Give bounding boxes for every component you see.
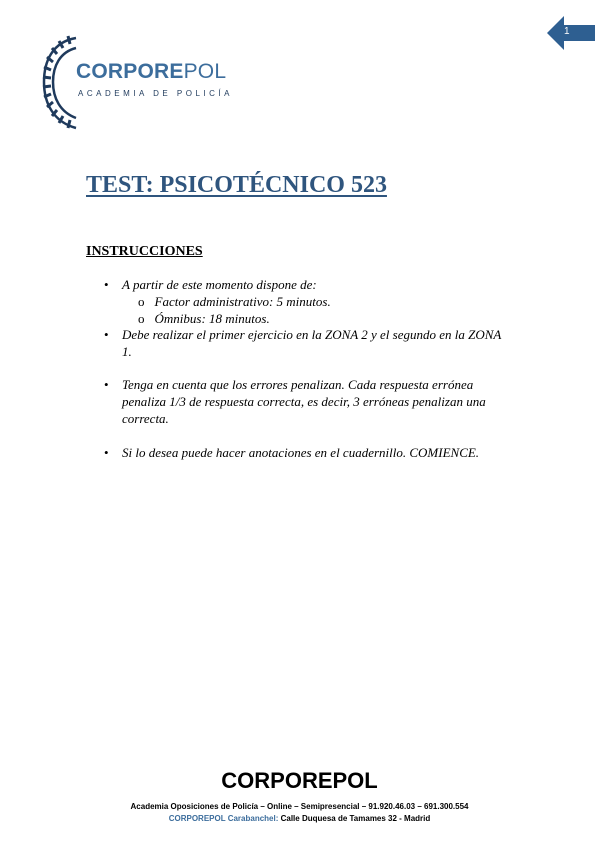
bullet: • [104, 327, 109, 342]
bullet: • [104, 445, 109, 460]
list-item-text: Debe realizar el primer ejercicio en la ZONA 2 y el segundo en la ZONA 1. [122, 327, 502, 359]
logo-name-bold: CORPORE [76, 60, 184, 83]
corporepol-logo [40, 32, 240, 132]
list-item-text: Tenga en cuenta que los errores penalizan. Cada respuesta errónea penaliza 1/3 de respuesta correcta, es decir, 3 erróneas penalizan una correcta. [122, 377, 486, 426]
page-number: 1 [564, 26, 570, 37]
sub-bullet: o [138, 311, 145, 326]
bullet: • [104, 277, 109, 292]
footer-brand: CORPOREPOL [221, 768, 378, 793]
arrow-left-icon [547, 16, 595, 50]
page-marker [547, 16, 595, 50]
list-item-text: Si lo desea puede hacer anotaciones en el cuadernillo. COMIENCE. [122, 445, 480, 460]
footer-contact: Academia Oposiciones de Policía – Online – Semipresencial – 91.920.46.03 – 691.300.554 [130, 802, 469, 811]
logo-name [76, 60, 226, 84]
instructions-heading: INSTRUCCIONES [86, 244, 203, 259]
sub-list-item [138, 293, 331, 310]
footer-location: CORPOREPOL Carabanchel: [168, 814, 279, 823]
bullet: • [104, 377, 109, 392]
footer-address [0, 814, 599, 823]
page-title: TEST: PSICOTÉCNICO 523 [86, 172, 387, 198]
footer-street: Calle Duquesa de Tamames 32 - Madrid [278, 814, 431, 823]
logo-subtitle: ACADEMIA DE POLICÍA [78, 89, 233, 98]
colosseum-logo-icon [40, 32, 80, 132]
sub-list-item [138, 310, 270, 327]
list-item-text: A partir de este momento dispone de: [122, 277, 317, 292]
sub-bullet: o [138, 294, 145, 309]
sub-list-item-text: Ómnibus: 18 minutos. [154, 311, 270, 326]
sub-list-item-text: Factor administrativo: 5 minutos. [154, 294, 331, 309]
logo-name-thin: POL [183, 60, 227, 83]
